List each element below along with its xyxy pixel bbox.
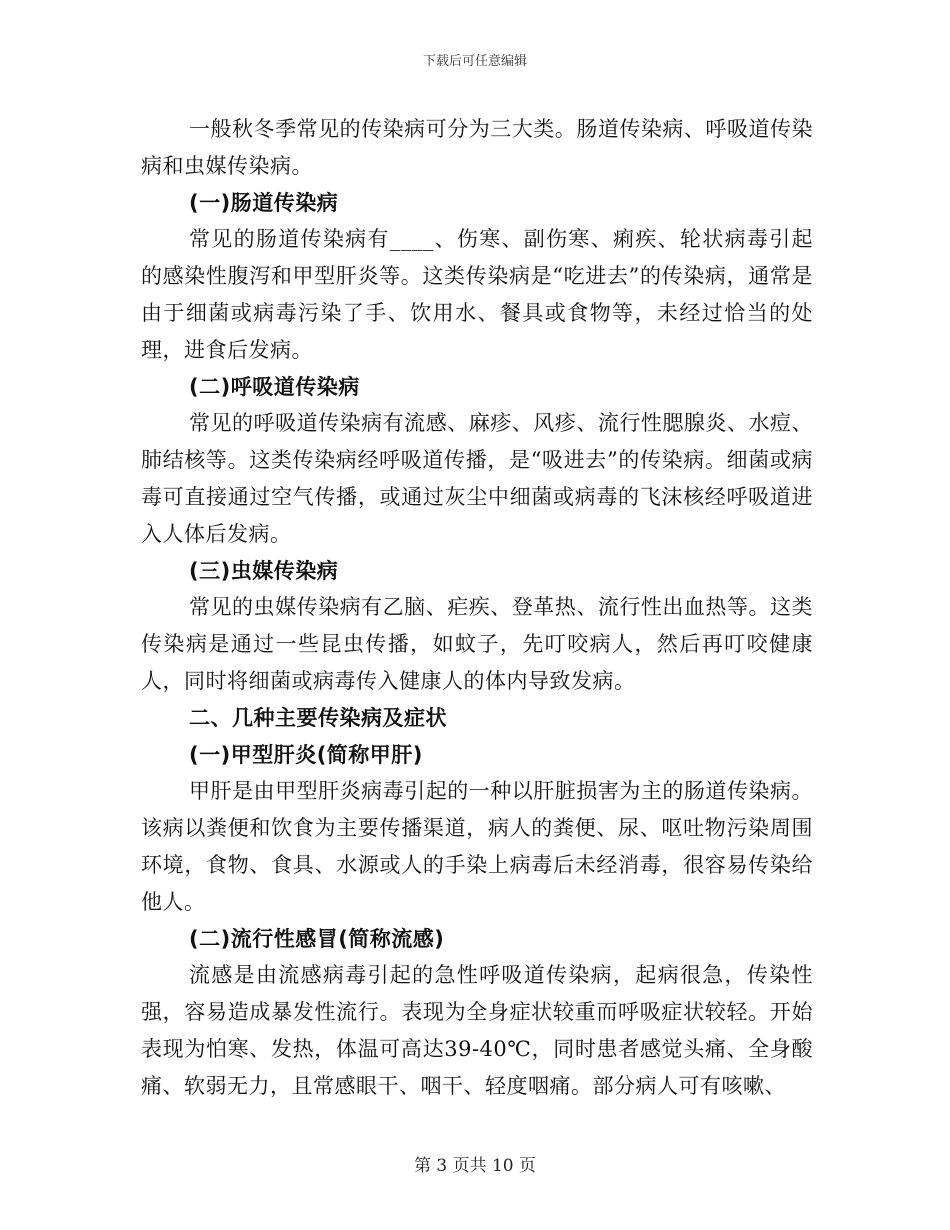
intro-paragraph: 一般秋冬季常见的传染病可分为三大类。肠道传染病、呼吸道传染病和虫媒传染病。 bbox=[141, 117, 813, 178]
paragraph-insect: 常见的虫媒传染病有乙脑、疟疾、登革热、流行性出血热等。这类传染病是通过一些昆虫传播，如蚊子，先叮咬病人，然后再叮咬健康人，同时将细菌或病毒传入健康人的体内导致发病。 bbox=[141, 595, 813, 693]
section-heading-insect: (三)虫媒传染病 bbox=[189, 558, 339, 583]
paragraph-respiratory: 常见的呼吸道传染病有流感、麻疹、风疹、流行性腮腺炎、水痘、肺结核等。这类传染病经呼吸道传播，是“吸进去”的传染病。细菌或病毒可直接通过空气传播，或通过灰尘中细菌或病毒的飞沫核经呼吸道进入人体后发病。 bbox=[141, 411, 813, 546]
section-heading-intestinal: (一)肠道传染病 bbox=[189, 190, 339, 215]
section-heading-respiratory: (二)呼吸道传染病 bbox=[189, 374, 360, 399]
paragraph-influenza: 流感是由流感病毒引起的急性呼吸道传染病，起病很急，传染性强，容易造成暴发性流行。表现为全身症状较重而呼吸症状较轻。开始表现为怕寒、发热，体温可高达39-40℃，同时患者感觉头痛、全身酸痛、软弱无力，且常感眼干、咽干、轻度咽痛。部分病人可有咳嗽、 bbox=[141, 963, 813, 1098]
document-body bbox=[141, 111, 813, 1105]
paragraph-intestinal: 常见的肠道传染病有____、伤寒、副伤寒、痢疾、轮状病毒引起的感染性腹泻和甲型肝炎等。这类传染病是“吃进去”的传染病，通常是由于细菌或病毒污染了手、饮用水、餐具或食物等，未经过恰当的处理，进食后发病。 bbox=[141, 227, 813, 362]
paragraph-hepatitis-a: 甲肝是由甲型肝炎病毒引起的一种以肝脏损害为主的肠道传染病。该病以粪便和饮食为主要传播渠道，病人的粪便、尿、呕吐物污染周围环境，食物、食具、水源或人的手染上病毒后未经消毒，很容易传染给他人。 bbox=[141, 779, 813, 914]
section-heading-influenza: (二)流行性感冒(简称流感) bbox=[189, 926, 445, 951]
chapter-heading-diseases: 二、几种主要传染病及症状 bbox=[189, 705, 447, 730]
page-header: 下载后可任意编辑 bbox=[422, 54, 527, 69]
section-heading-hepatitis-a: (一)甲型肝炎(简称甲肝) bbox=[189, 742, 423, 767]
page-number: 第 3 页共 10 页 bbox=[413, 1156, 537, 1176]
